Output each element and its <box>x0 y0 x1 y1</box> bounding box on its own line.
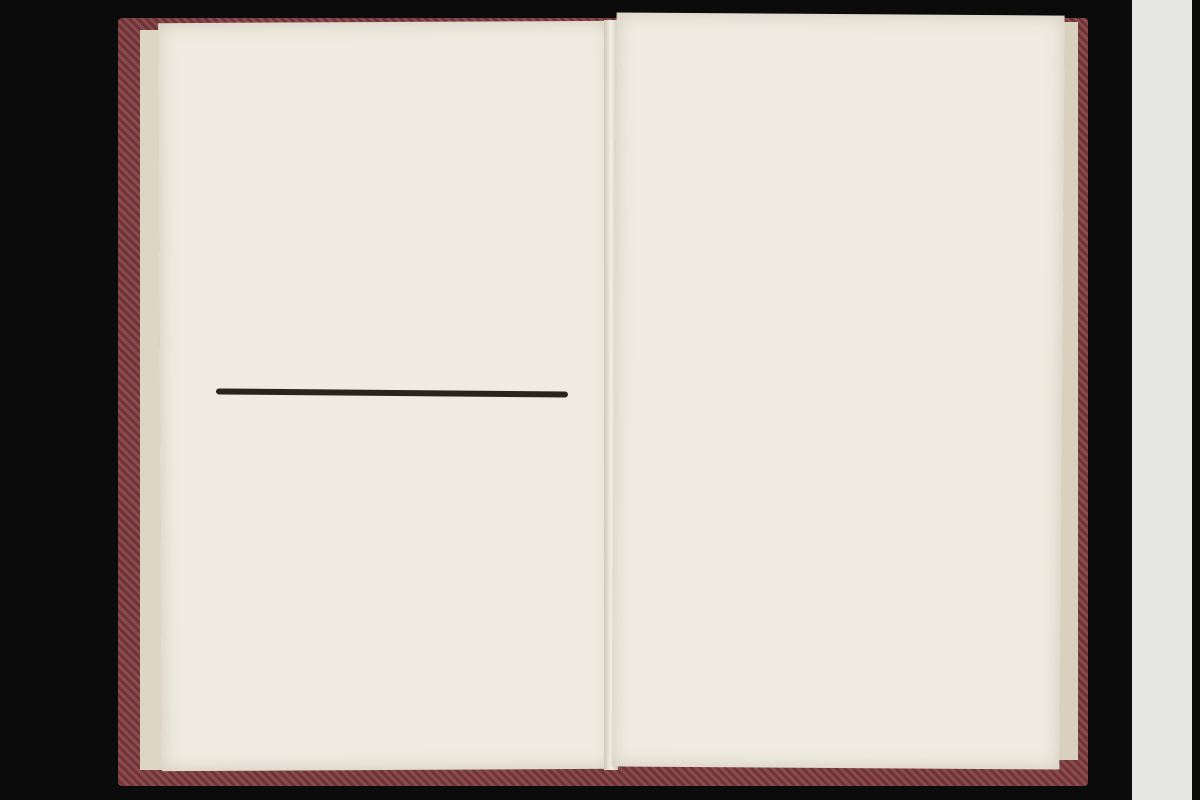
left-page <box>158 21 614 771</box>
measuring-ruler <box>1132 0 1192 800</box>
scene-title <box>616 162 1064 165</box>
composed-by-line <box>160 314 612 316</box>
second-ballet-label <box>160 451 612 453</box>
scene-setting <box>615 202 1063 205</box>
characters-line <box>615 240 1063 243</box>
show-through-text <box>308 62 313 90</box>
right-page <box>611 12 1064 769</box>
second-ballet-title <box>160 483 612 485</box>
divider-rule <box>216 388 568 397</box>
author-line <box>160 337 612 339</box>
act-title <box>616 94 1064 97</box>
ballet-title <box>159 207 611 209</box>
ballet-subtitle <box>159 261 611 263</box>
dialogue-block <box>635 299 1055 302</box>
